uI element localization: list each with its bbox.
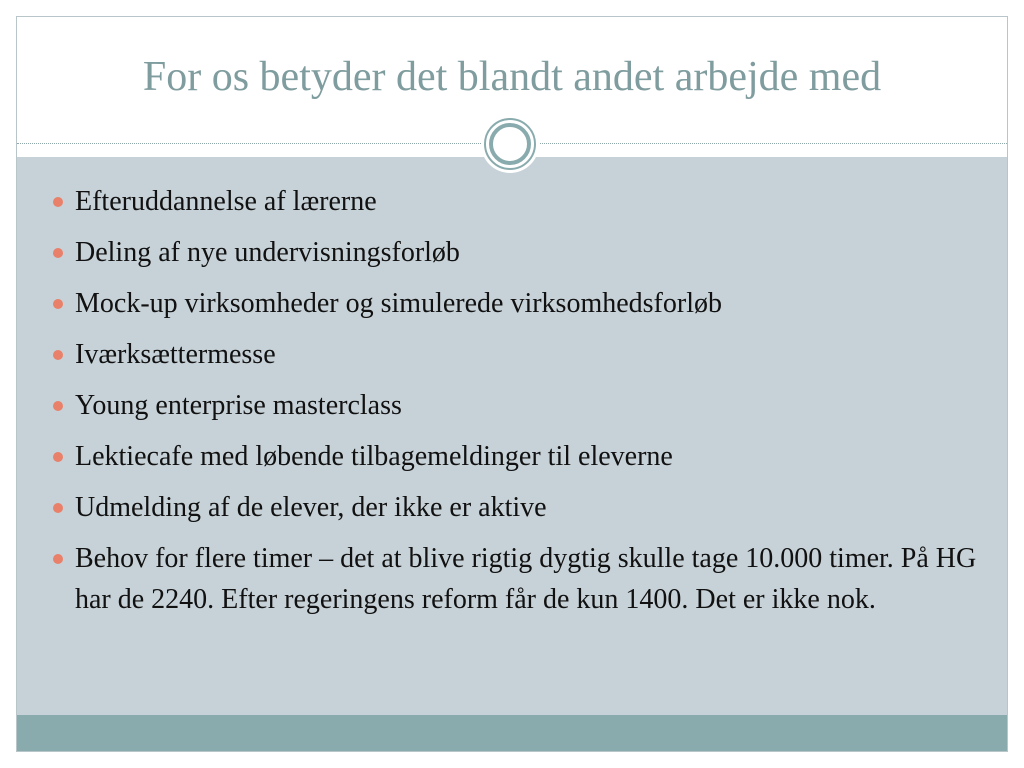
slide — [16, 16, 1008, 752]
bullet-dot-icon — [53, 350, 63, 360]
circle-ring-icon — [481, 115, 539, 173]
list-item — [51, 436, 981, 477]
list-item — [51, 385, 981, 426]
list-item — [51, 283, 981, 324]
slide-title: For os betyder det blandt andet arbejde med — [142, 54, 882, 100]
bullet-dot-icon — [53, 401, 63, 411]
list-item — [51, 334, 981, 375]
bullet-text: Behov for flere timer – det at blive rigtig dygtig skulle tage 10.000 timer. På HG har de 2240. Efter regeringens reform får de kun 1400. Det er ikke nok. — [75, 543, 977, 615]
bullet-text: Mock-up virksomheder og simulerede virksomhedsforløb — [75, 288, 722, 319]
bullet-dot-icon — [53, 452, 63, 462]
bullet-text: Lektiecafe med løbende tilbagemeldinger til eleverne — [75, 441, 673, 472]
bullet-text: Udmelding af de elever, der ikke er aktive — [75, 492, 547, 523]
bullet-list — [51, 181, 981, 630]
bullet-text: Young enterprise masterclass — [75, 390, 402, 421]
bullet-dot-icon — [53, 503, 63, 513]
bullet-text: Iværksættermesse — [75, 339, 276, 370]
list-item — [51, 538, 981, 620]
bullet-text: Deling af nye undervisningsforløb — [75, 237, 460, 268]
bullet-dot-icon — [53, 197, 63, 207]
list-item — [51, 232, 981, 273]
bullet-dot-icon — [53, 554, 63, 564]
footer-band — [17, 715, 1007, 751]
bullet-text: Efteruddannelse af lærerne — [75, 186, 377, 217]
bullet-dot-icon — [53, 299, 63, 309]
bullet-dot-icon — [53, 248, 63, 258]
list-item — [51, 487, 981, 528]
list-item — [51, 181, 981, 222]
